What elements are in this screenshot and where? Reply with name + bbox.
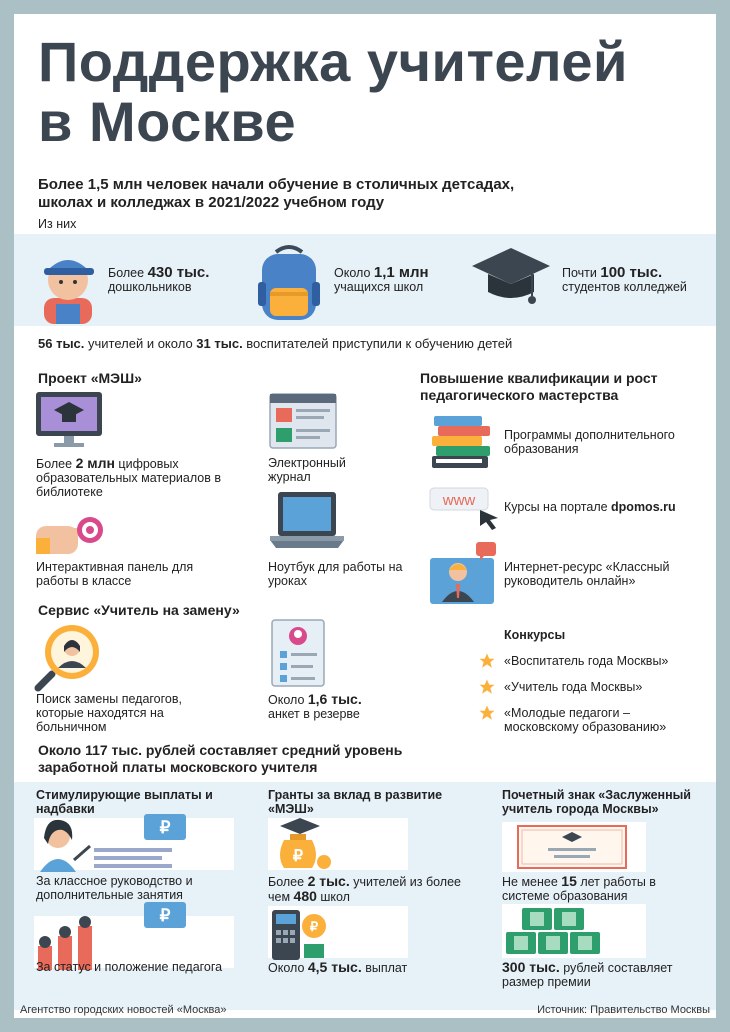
footer-agency: Агентство городских новостей «Москва»	[20, 1004, 227, 1016]
ruble-card-icon	[144, 902, 186, 928]
qual-heading: Повышение квалификации и рост педагогического мастерства	[420, 370, 658, 403]
backpack-icon	[252, 242, 326, 324]
contest-item-1: «Воспитатель года Москвы»	[504, 654, 669, 668]
lead-sub: Из них	[38, 217, 77, 231]
payments-heading: Стимулирующие выплаты и надбавки	[36, 788, 213, 816]
svg-text:₽: ₽	[309, 919, 319, 934]
honor-heading: Почетный знак «Заслуженный учитель города Москвы»	[502, 788, 691, 816]
grants-item-1: Более 2 тыс. учителей из более чем 480 школ	[268, 873, 461, 904]
www-cursor-icon	[428, 486, 500, 530]
stat-college: Почти 100 тыс. студентов колледжей	[562, 264, 687, 294]
contest-item-2: «Учитель года Москвы»	[504, 680, 643, 694]
touch-panel-icon	[34, 508, 104, 558]
payments-item-2: За статус и положение педагога	[36, 960, 223, 974]
mesh-item-laptop: Ноутбук для работы на уроках	[268, 560, 403, 588]
payments-item-1: За классное руководство и дополнительные занятия	[36, 874, 193, 902]
mesh-item-panel: Интерактивная панель для работы в классе	[36, 560, 194, 588]
magnifier-teacher-icon	[34, 622, 104, 692]
star-icon	[478, 652, 496, 670]
salary-text: Около 117 тыс. рублей составляет средний уровень заработной платы московского учителя	[38, 742, 403, 775]
laptop-icon	[268, 490, 346, 552]
infographic-page	[14, 14, 716, 1018]
ruble-card-icon	[144, 814, 186, 840]
page-title	[38, 32, 628, 152]
star-icon	[478, 704, 496, 722]
footer-source: Источник: Правительство Москвы	[537, 1004, 710, 1016]
honor-item-1: Не менее 15 лет работы в системе образования	[502, 873, 656, 903]
lead-text: Более 1,5 млн человек начали обучение в столичных детсадах, школах и колледжах в 2021/2022 учебном году	[38, 176, 515, 211]
journal-icon	[268, 392, 338, 450]
www-label: www	[442, 492, 476, 509]
terminal-icon	[270, 906, 330, 962]
qual-item-online: Интернет-ресурс «Классный руководитель онлайн»	[504, 560, 670, 588]
cash-stack-icon	[504, 904, 604, 956]
star-icon	[478, 678, 496, 696]
mesh-item-journal: Электронный журнал	[268, 456, 346, 484]
graduation-cap-icon	[470, 246, 552, 312]
honor-item-2: 300 тыс. рублей составляет размер премии	[502, 959, 673, 989]
certificate-icon	[516, 824, 628, 870]
title-line-1: Поддержка учителей	[38, 30, 628, 93]
stat-preschool: Более 430 тыс. дошкольников	[108, 264, 210, 294]
svg-text:₽: ₽	[159, 906, 171, 925]
qual-item-portal: Курсы на портале dpomos.ru	[504, 500, 676, 514]
qual-item-programs: Программы дополнительного образования	[504, 428, 675, 456]
replace-item-search: Поиск замены педагогов, которые находятся на больничном	[36, 692, 182, 734]
staff-line: 56 тыс. учителей и около 31 тыс. воспитателей приступили к обучению детей	[38, 336, 513, 351]
grants-heading: Гранты за вклад в развитие «МЭШ»	[268, 788, 443, 816]
monitor-cap-icon	[34, 390, 104, 450]
child-icon	[34, 242, 102, 324]
svg-text:₽: ₽	[159, 818, 171, 837]
contest-item-3: «Молодые педагоги – московскому образованию»	[504, 706, 667, 734]
teacher-board-icon	[36, 816, 226, 872]
books-icon	[430, 412, 494, 472]
mesh-heading: Проект «МЭШ»	[38, 370, 142, 386]
mesh-item-library: Более 2 млн цифровых образовательных материалов в библиотеке	[36, 455, 221, 499]
svg-text:₽: ₽	[292, 848, 304, 865]
contests-heading: Конкурсы	[504, 628, 566, 642]
money-bag-icon	[270, 816, 336, 872]
online-teacher-icon	[428, 540, 498, 606]
replace-item-resume: Около 1,6 тыс. анкет в резерве	[268, 691, 362, 721]
resume-icon	[270, 618, 326, 688]
replace-heading: Сервис «Учитель на замену»	[38, 602, 240, 618]
stat-school: Около 1,1 млн учащихся школ	[334, 264, 429, 294]
title-line-2: в Москве	[38, 90, 297, 153]
grants-item-2: Около 4,5 тыс. выплат	[268, 959, 408, 975]
